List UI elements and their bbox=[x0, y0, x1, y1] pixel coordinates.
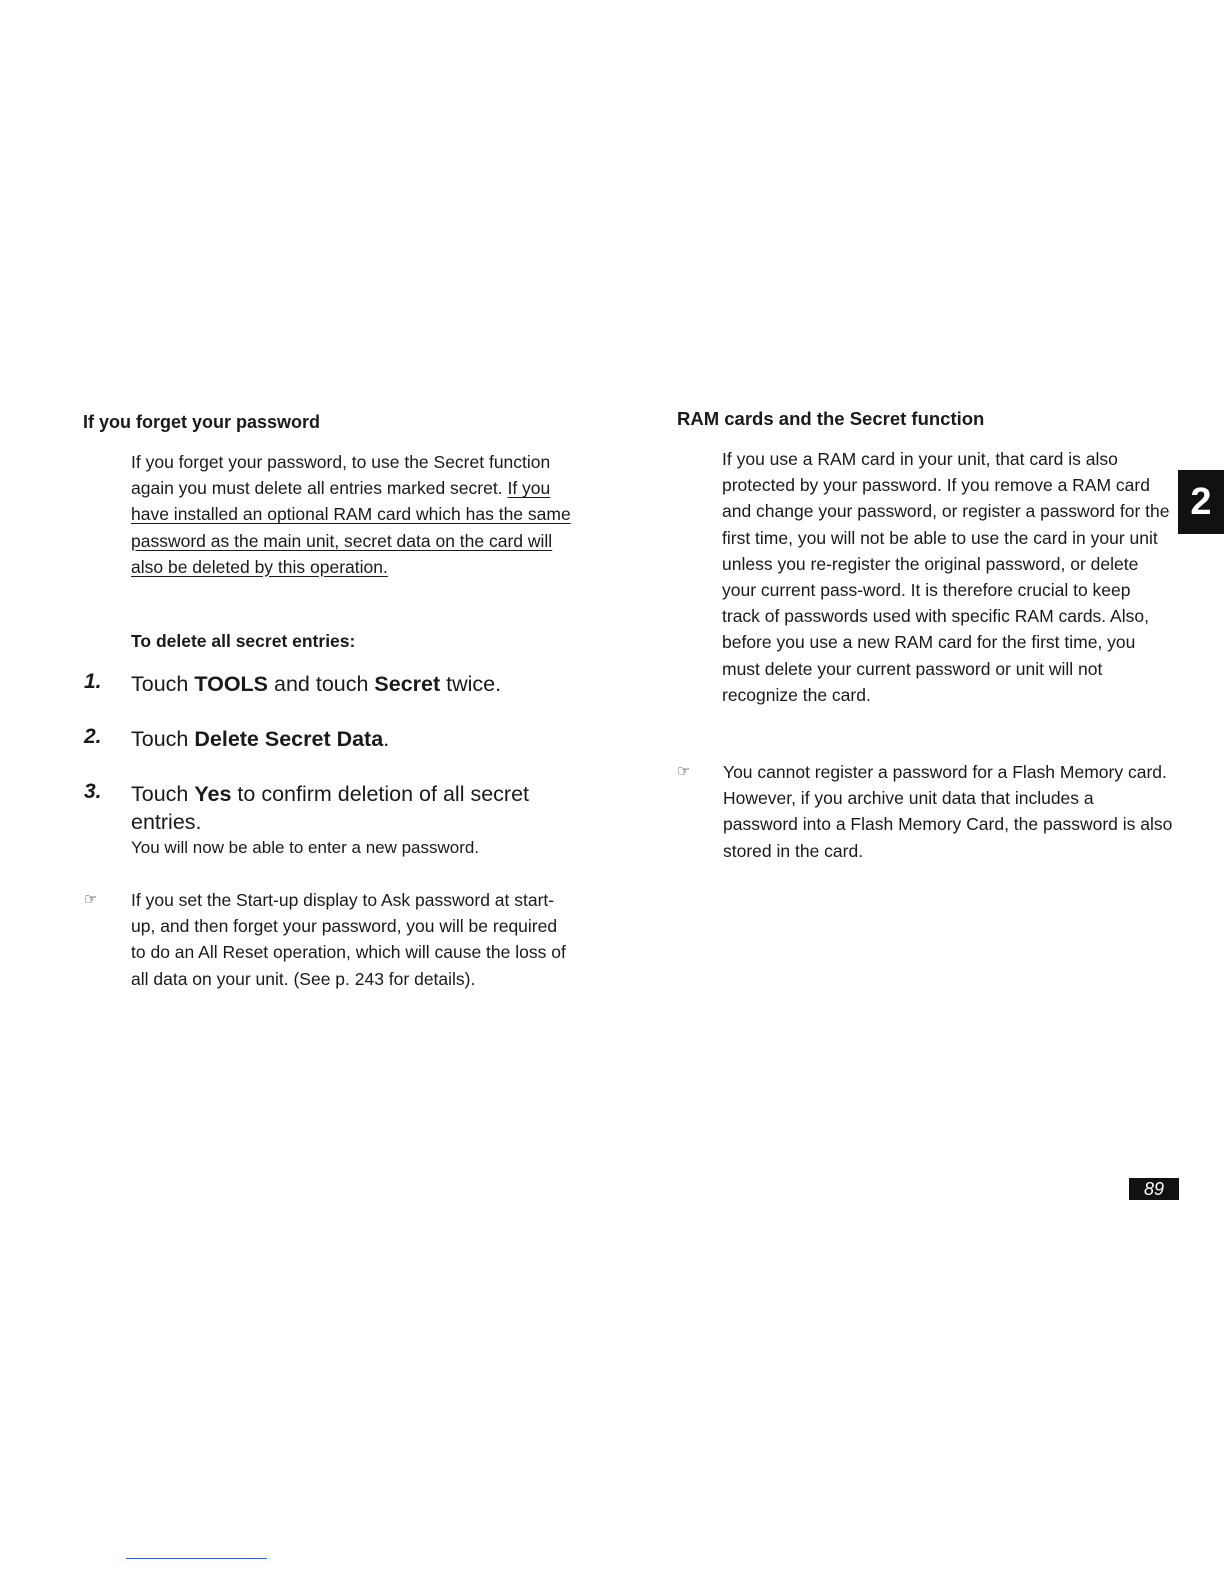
section-heading-forget-password: If you forget your password bbox=[83, 412, 321, 432]
forget-password-paragraph bbox=[131, 449, 571, 580]
ram-cards-paragraph: If you use a RAM card in your unit, that card is also protected by your password. If you remove a RAM card and change your password, or register a password for the first time, you will not be able to use the card in your unit unless you re-register the original password, or delete your current pass-word. It is therefore crucial to keep track of passwords used with specific RAM cards. Also, before you use a new RAM card for the first time, you must delete your current password or unit will not recognize the card. bbox=[722, 449, 1170, 705]
underlined-warning-text: If you have installed an optional RAM card which has the same password as the main unit, secret data on the card will also be deleted by this operation. bbox=[131, 478, 571, 577]
step-3-text: Touch Yes to confirm deletion of all secret entries. bbox=[131, 782, 529, 834]
step-2-text: Touch Delete Secret Data. bbox=[131, 727, 390, 751]
paragraph-text: If you forget your password, to use the Secret function again you must delete all entries marked secret. bbox=[131, 452, 551, 499]
note-pointer-icon-right: ☞ bbox=[677, 763, 691, 780]
step-3-number: 3. bbox=[84, 780, 102, 803]
left-note-text: If you set the Start-up display to Ask password at start-up, and then forget your password, you will be required to do an All Reset operation, which will cause the loss of all data on your unit. (See p. 243 for details). bbox=[131, 890, 566, 989]
section-heading-ram-cards: RAM cards and the Secret function bbox=[677, 408, 985, 429]
right-note-text: You cannot register a password for a Flash Memory card. However, if you archive unit data that includes a password into a Flash Memory Card, the password is also stored in the card. bbox=[723, 762, 1173, 861]
step-1-text: Touch TOOLS and touch Secret twice. bbox=[131, 672, 502, 696]
step-3-subtext: You will now be able to enter a new password. bbox=[131, 838, 480, 857]
secret-label: Secret bbox=[374, 672, 441, 696]
page-number: 89 bbox=[1129, 1178, 1179, 1200]
chapter-tab: 2 bbox=[1178, 470, 1224, 534]
step-1-number: 1. bbox=[84, 670, 102, 693]
delete-secret-data-label: Delete Secret Data bbox=[194, 727, 384, 751]
step-2-number: 2. bbox=[84, 725, 102, 748]
footer-rule bbox=[126, 1558, 267, 1559]
yes-label: Yes bbox=[194, 782, 232, 806]
delete-entries-subheading: To delete all secret entries: bbox=[131, 631, 356, 651]
tools-label: TOOLS bbox=[194, 672, 269, 696]
note-pointer-icon: ☞ bbox=[84, 891, 98, 908]
